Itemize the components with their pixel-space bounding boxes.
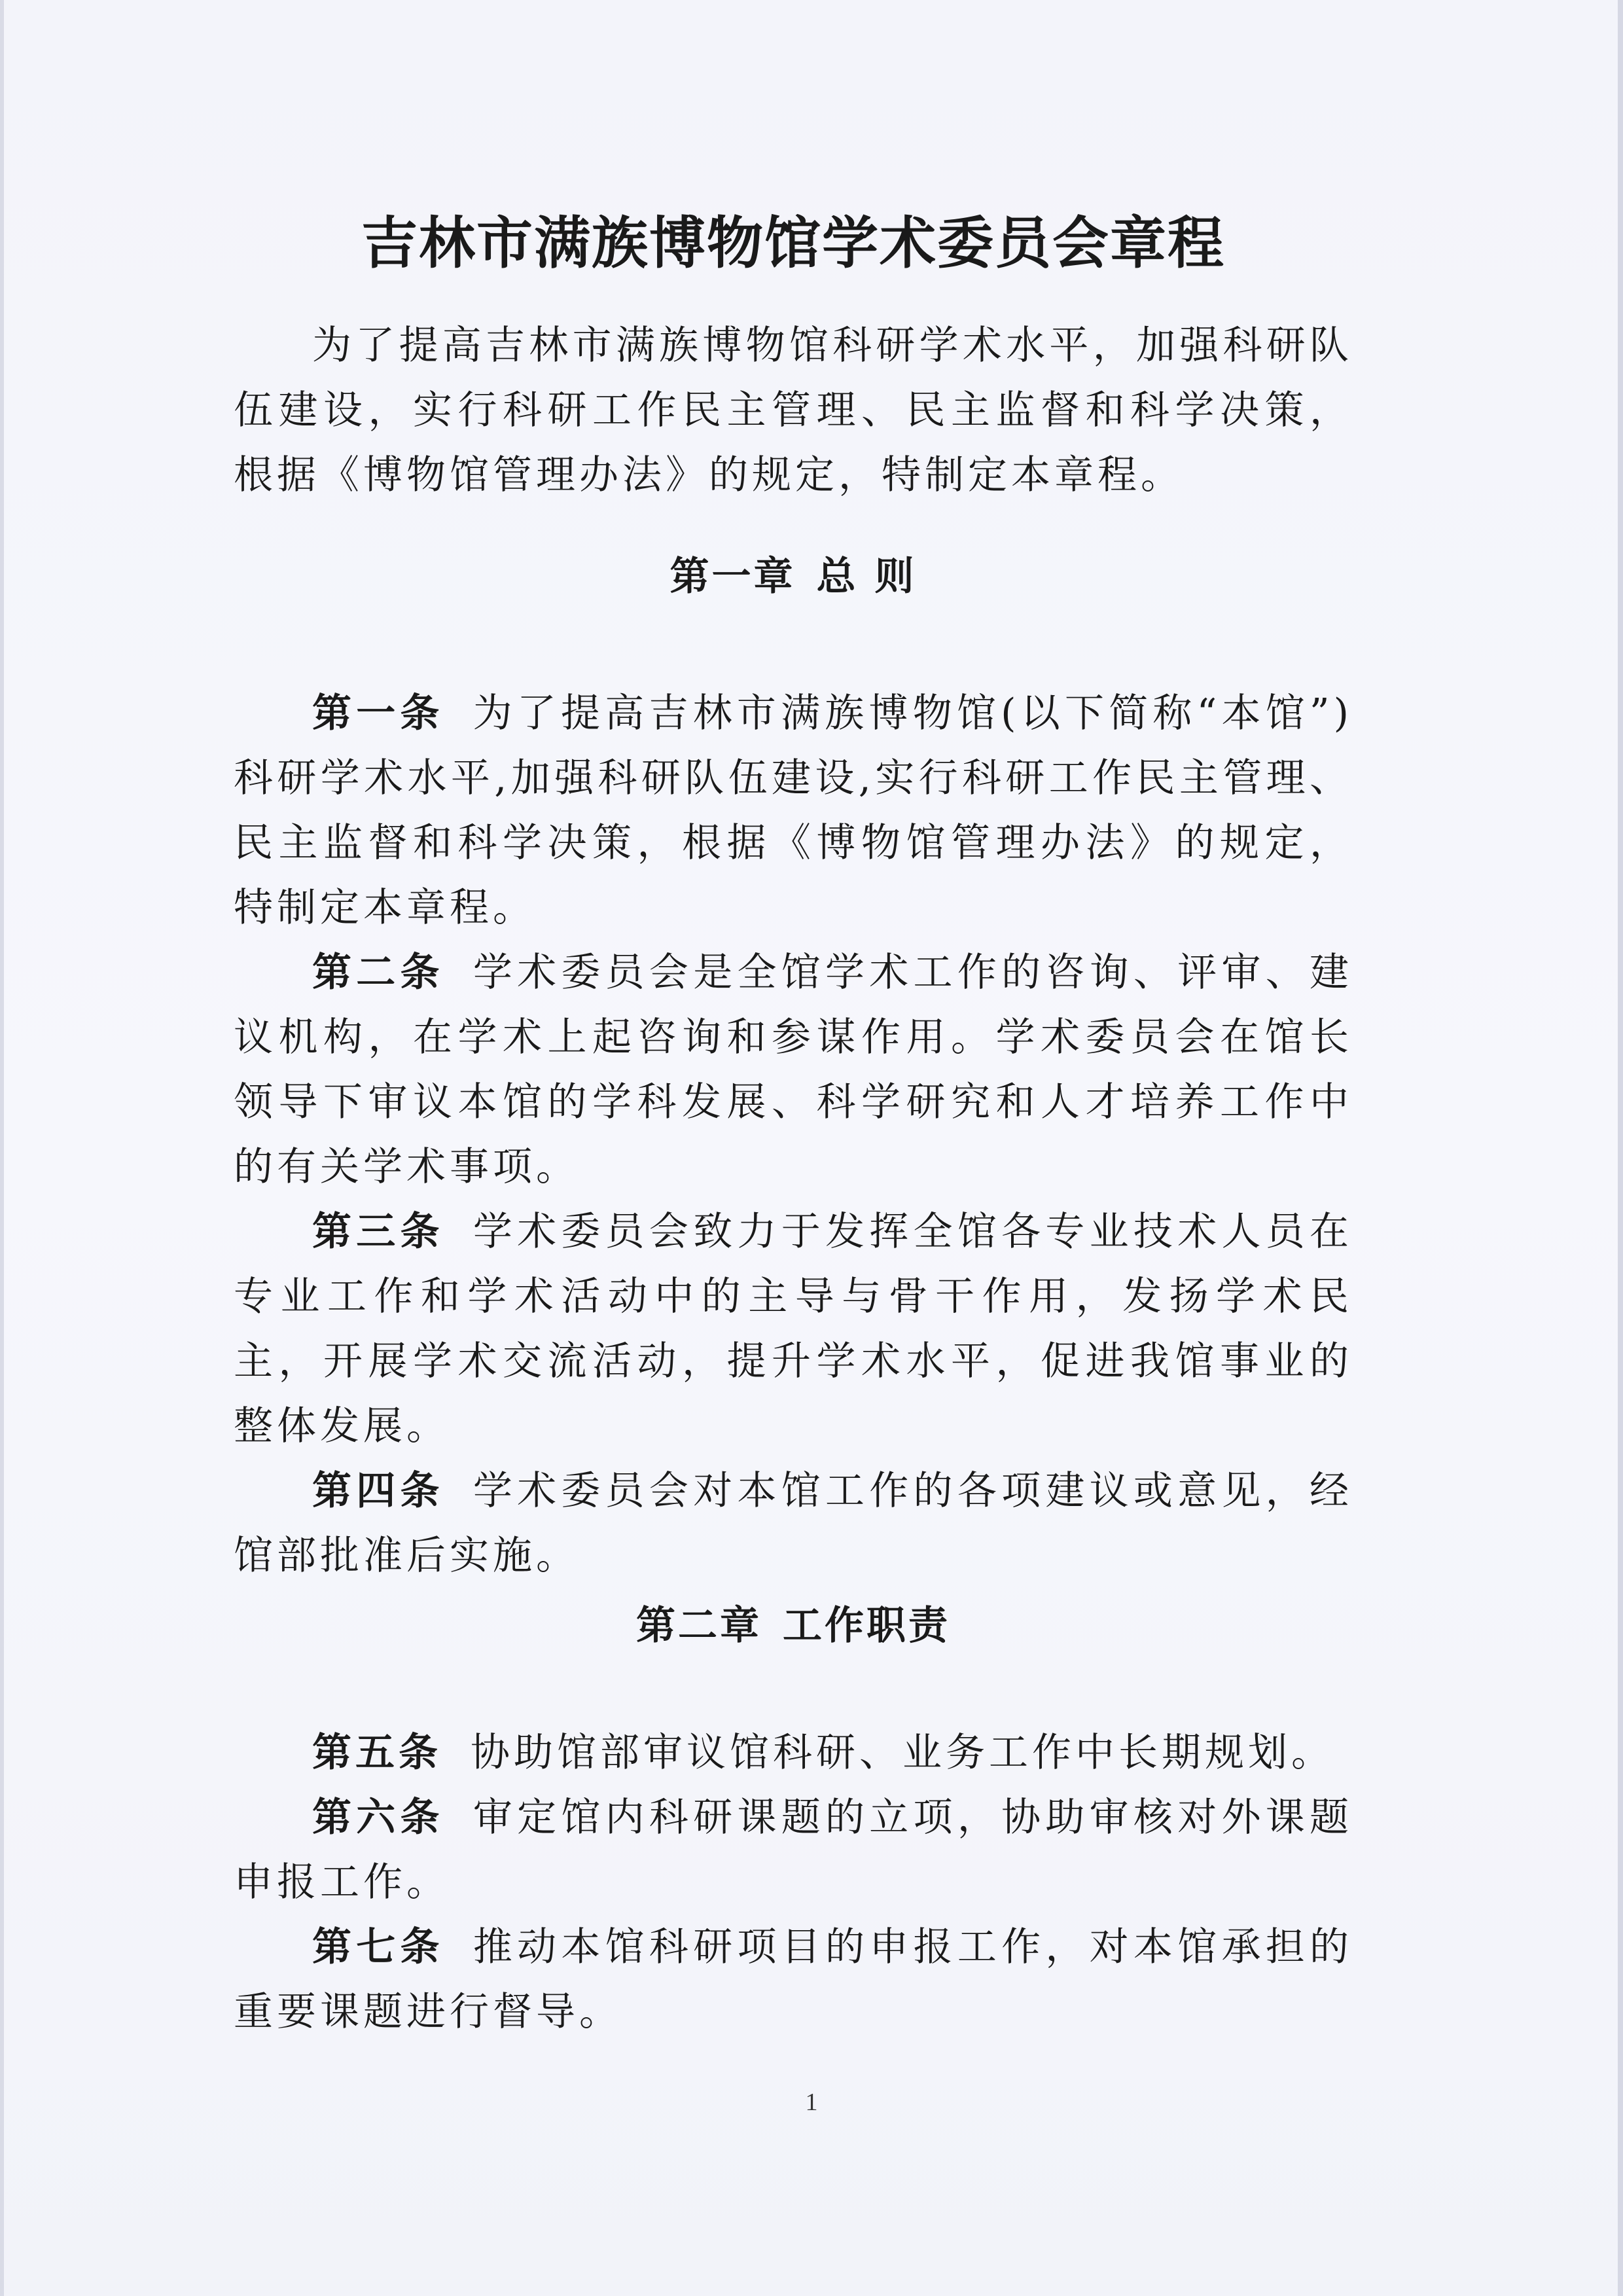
article-text: 推动本馆科研项目的申报工作，对本馆承担的重要课题进行督导。 xyxy=(234,1924,1353,2036)
article-label: 第二条 xyxy=(312,950,444,996)
page-number: 1 xyxy=(805,2089,818,2116)
article-paragraph xyxy=(234,1785,1353,1915)
article-label: 第四条 xyxy=(312,1468,444,1515)
article-label: 第七条 xyxy=(312,1924,444,1971)
article-text: 学术委员会对本馆工作的各项建议或意见，经馆部批准后实施。 xyxy=(234,1468,1353,1579)
preamble-paragraph: 为了提高吉林市满族博物馆科研学术水平，加强科研队伍建设，实行科研工作民主管理、民主监督和科学决策，根据《博物馆管理办法》的规定，特制定本章程。 xyxy=(234,323,1353,499)
article-label: 第三条 xyxy=(312,1209,444,1255)
article-paragraph xyxy=(234,1459,1353,1588)
chapter-name: 工作职责 xyxy=(783,1603,950,1649)
chapter-number: 第一章 xyxy=(669,554,796,600)
chapter-heading-2 xyxy=(234,1594,1353,1659)
article-text: 学术委员会是全馆学术工作的咨询、评审、建议机构，在学术上起咨询和参谋作用。学术委员会在馆长领导下审议本馆的学科发展、科学研究和人才培养工作中的有关学术事项。 xyxy=(234,950,1353,1191)
chapter-name: 总 则 xyxy=(816,554,917,600)
article-text: 为了提高吉林市满族博物馆(以下简称“本馆”)科研学术水平,加强科研队伍建设,实行科研工作民主管理、民主监督和科学决策，根据《博物馆管理办法》的规定，特制定本章程。 xyxy=(234,691,1353,931)
article-text: 学术委员会致力于发挥全馆各专业技术人员在专业工作和学术活动中的主导与骨干作用，发扬学术民主，开展学术交流活动，提升学术水平，促进我馆事业的整体发展。 xyxy=(234,1209,1353,1450)
article-text: 审定馆内科研课题的立项，协助审核对外课题申报工作。 xyxy=(234,1795,1353,1906)
document-title: 吉林市满族博物馆学术委员会章程 xyxy=(361,210,1225,276)
article-label: 第一条 xyxy=(312,691,444,737)
article-label: 第五条 xyxy=(312,1730,442,1776)
article-paragraph xyxy=(234,1721,1353,1785)
article-label: 第六条 xyxy=(312,1795,444,1841)
scan-edge-right xyxy=(1618,0,1623,2296)
article-paragraph xyxy=(234,941,1353,1200)
article-text: 协助馆部审议馆科研、业务工作中长期规划。 xyxy=(471,1730,1334,1776)
chapter-heading-1 xyxy=(234,545,1353,609)
article-paragraph xyxy=(234,1200,1353,1459)
chapter-number: 第二章 xyxy=(636,1603,762,1649)
article-paragraph xyxy=(234,1915,1353,2045)
article-paragraph xyxy=(234,681,1353,941)
document-body xyxy=(234,209,1353,2045)
scan-edge-left xyxy=(0,0,4,2296)
